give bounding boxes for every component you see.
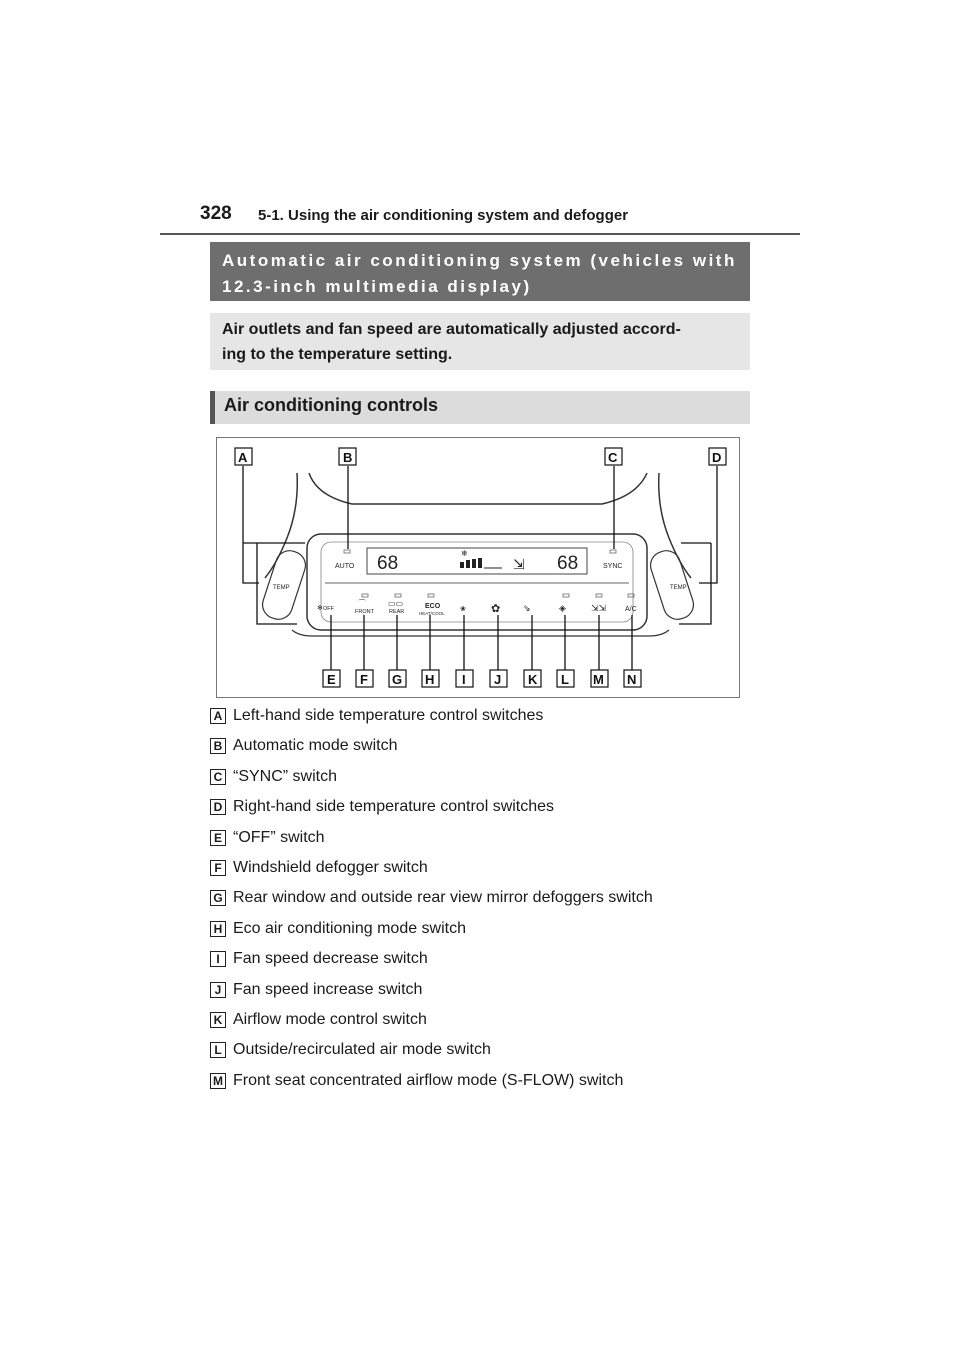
legend-key: I <box>210 951 226 967</box>
dash-bottom-contour <box>292 630 669 636</box>
callout-g: G <box>392 672 403 687</box>
callout-b: B <box>343 450 353 465</box>
svg-text:⌒: ⌒ <box>358 599 366 608</box>
off-button-label: OFF <box>323 606 334 612</box>
banner-line-2: 12.3-inch multimedia display) <box>222 277 532 296</box>
legend-key: G <box>210 890 226 906</box>
legend-text: Eco air conditioning mode switch <box>233 919 467 937</box>
section-banner <box>210 242 750 301</box>
dash-right-contour <box>659 473 691 578</box>
svg-text:▭▭: ▭▭ <box>388 599 404 608</box>
right-temp-readout: 68 <box>557 553 579 574</box>
callout-h: H <box>425 672 435 687</box>
legend-key: L <box>210 1042 226 1058</box>
legend-text: Airflow mode control switch <box>233 1010 427 1028</box>
legend-text: Rear window and outside rear view mirror defoggers switch <box>233 889 653 907</box>
callout-n: N <box>627 672 637 687</box>
legend-key: F <box>210 860 226 876</box>
front-button-label: FRONT <box>355 609 374 615</box>
intro-line-1: Air outlets and fan speed are automatically adjusted accord- <box>222 321 681 338</box>
svg-text:❄: ❄ <box>461 549 468 558</box>
seat-airflow-icon: ⇲ <box>513 556 525 572</box>
rear-button-label: REAR <box>389 609 405 615</box>
legend-text: Windshield defogger switch <box>233 858 428 876</box>
legend-key: A <box>210 708 226 724</box>
legend-text: Outside/recirculated air mode switch <box>233 1041 491 1059</box>
callout-i: I <box>462 672 466 687</box>
callout-k: K <box>528 672 538 687</box>
dash-left-contour <box>265 473 297 578</box>
fan-high-icon: ✿ <box>491 603 501 615</box>
left-temp-label: TEMP <box>273 585 290 591</box>
legend-key: K <box>210 1012 226 1028</box>
callout-a: A <box>238 450 248 465</box>
climate-display <box>367 548 587 574</box>
auto-label: AUTO <box>335 563 355 570</box>
legend-key: D <box>210 799 226 815</box>
running-header: 5-1. Using the air conditioning system and defogger <box>258 207 629 224</box>
legend-text: Automatic mode switch <box>233 737 398 755</box>
fan-low-icon: ❀ <box>460 606 466 613</box>
legend-text: Fan speed increase switch <box>233 980 423 998</box>
callout-e: E <box>327 672 336 687</box>
callout-f: F <box>360 672 368 687</box>
svg-text:❄: ❄ <box>317 605 323 612</box>
callout-c: C <box>608 450 618 465</box>
section-heading: Air conditioning controls <box>210 391 750 424</box>
legend-text: Left-hand side temperature control switches <box>233 707 544 724</box>
right-temp-label: TEMP <box>670 585 687 591</box>
recirc-icon: ◈ <box>559 603 566 613</box>
legend-text: “OFF” switch <box>233 828 325 846</box>
heat-cool-label: HEAT/COOL <box>419 611 445 616</box>
legend-key: J <box>210 982 226 998</box>
left-temp-readout: 68 <box>377 553 399 574</box>
legend-key: H <box>210 921 226 937</box>
s-flow-icon: ⇲⇲ <box>591 603 607 613</box>
airflow-mode-icon: ⇘ <box>523 603 531 613</box>
intro-line-2: ing to the temperature setting. <box>222 346 453 363</box>
page-number: 328 <box>200 203 232 224</box>
header-rule <box>160 233 800 235</box>
ac-controls-diagram <box>216 437 740 698</box>
ac-button-label: A/C <box>625 606 637 613</box>
legend-text: “SYNC” switch <box>233 767 338 785</box>
callout-l: L <box>561 672 569 687</box>
ac-panel-illustration <box>217 438 739 697</box>
legend-key: M <box>210 1073 226 1089</box>
sync-label: SYNC <box>603 563 623 570</box>
legend-text: Front seat concentrated airflow mode (S-FLOW) switch <box>233 1071 624 1089</box>
legend-text: Right-hand side temperature control switches <box>233 798 555 816</box>
eco-button-label: ECO <box>425 603 441 610</box>
intro-box <box>210 313 750 370</box>
banner-line-1: Automatic air conditioning system (vehicles with <box>222 251 737 270</box>
dash-top-contour <box>309 473 647 504</box>
callout-j: J <box>494 672 502 687</box>
legend-key: C <box>210 769 226 785</box>
legend-key: B <box>210 738 226 754</box>
legend-key: E <box>210 830 226 846</box>
callout-d: D <box>712 450 722 465</box>
callout-m: M <box>593 672 604 687</box>
legend-text: Fan speed decrease switch <box>233 950 428 968</box>
